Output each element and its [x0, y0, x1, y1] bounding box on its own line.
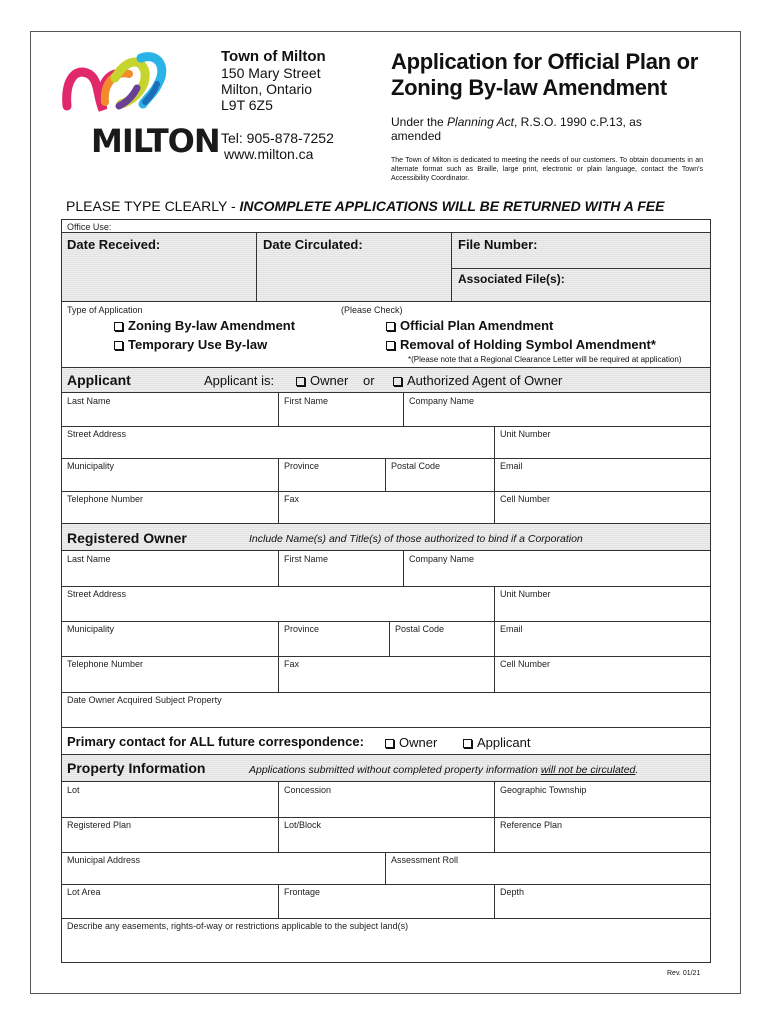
applicant-last-name-field[interactable]: Last Name [67, 396, 111, 406]
zoning-bylaw-label: Zoning By-law Amendment [128, 318, 296, 333]
divider [256, 232, 257, 302]
holding-symbol-checkbox[interactable] [386, 337, 656, 352]
applicant-or-label: or [363, 373, 375, 388]
divider [278, 621, 279, 692]
milton-logo-icon [59, 44, 189, 124]
divider [61, 884, 711, 885]
applicant-cell-field[interactable]: Cell Number [500, 494, 551, 504]
divider [61, 852, 711, 853]
applicant-phone-field[interactable]: Telephone Number [67, 494, 144, 504]
divider [61, 692, 711, 693]
owner-phone-field[interactable]: Telephone Number [67, 659, 144, 669]
owner-province-field[interactable]: Province [284, 624, 320, 634]
applicant-postal-field[interactable]: Postal Code [391, 461, 441, 471]
applicant-unit-field[interactable]: Unit Number [500, 429, 551, 439]
divider [61, 817, 711, 818]
accessibility-note: The Town of Milton is dedicated to meeting the needs of our customers. To obtain documents in an alternate format such as Braille, large print, electronic or plain language, contact the Town's Accessibility Coordinator. [391, 157, 703, 182]
associated-files-label: Associated File(s): [458, 272, 565, 286]
owner-postal-field[interactable]: Postal Code [395, 624, 445, 634]
revision-label: Rev. 01/21 [667, 970, 701, 977]
owner-date-acquired-field[interactable]: Date Owner Acquired Subject Property [67, 695, 222, 705]
lot-field[interactable]: Lot [67, 785, 80, 795]
geographic-township-field[interactable]: Geographic Township [500, 785, 587, 795]
lot-block-field[interactable]: Lot/Block [284, 820, 322, 830]
applicant-agent-label: Authorized Agent of Owner [407, 373, 563, 388]
divider [278, 393, 279, 426]
reference-plan-field[interactable]: Reference Plan [500, 820, 563, 830]
checkbox-icon [114, 322, 123, 331]
divider [385, 458, 386, 491]
contact-applicant-checkbox[interactable] [463, 735, 530, 750]
divider [451, 232, 452, 302]
municipal-address-field[interactable]: Municipal Address [67, 855, 141, 865]
property-note-underline: will not be circulated [540, 764, 636, 776]
property-heading: Property Information [67, 760, 206, 776]
official-plan-label: Official Plan Amendment [400, 318, 554, 333]
assessment-roll-field[interactable]: Assessment Roll [391, 855, 459, 865]
applicant-header [61, 368, 711, 393]
applicant-is-label: Applicant is: [204, 373, 275, 388]
divider [494, 782, 495, 852]
under-post: , R.S.O. 1990 c.P.13, as [513, 115, 642, 129]
owner-first-name-field[interactable]: First Name [284, 554, 329, 564]
applicant-email-field[interactable]: Email [500, 461, 523, 471]
divider [278, 458, 279, 524]
divider [278, 551, 279, 586]
file-number-label: File Number: [458, 237, 538, 252]
regional-clearance-note: *(Please note that a Regional Clearance Letter will be required at application) [408, 355, 682, 364]
date-circulated-label: Date Circulated: [263, 237, 363, 252]
application-type-label: Type of Application [67, 305, 143, 315]
owner-fax-field[interactable]: Fax [284, 659, 300, 669]
owner-company-field[interactable]: Company Name [409, 554, 475, 564]
applicant-province-field[interactable]: Province [284, 461, 320, 471]
org-postal: L9T 6Z5 [221, 97, 273, 113]
org-tel: Tel: 905-878-7252 [221, 130, 334, 146]
divider [278, 884, 279, 918]
owner-unit-field[interactable]: Unit Number [500, 589, 551, 599]
applicant-first-name-field[interactable]: First Name [284, 396, 329, 406]
owner-cell-field[interactable]: Cell Number [500, 659, 551, 669]
owner-municipality-field[interactable]: Municipality [67, 624, 115, 634]
property-note-post: . [635, 764, 639, 776]
org-street: 150 Mary Street [221, 65, 321, 81]
easements-field[interactable]: Describe any easements, rights-of-way or restrictions applicable to the subject land(s) [67, 921, 409, 931]
divider [494, 586, 495, 692]
divider [385, 852, 386, 884]
org-city: Milton, Ontario [221, 81, 313, 97]
under-act: Planning Act [447, 115, 514, 129]
org-name: Town of Milton [221, 48, 326, 65]
org-web: www.milton.ca [224, 146, 314, 162]
contact-applicant-label: Applicant [477, 735, 531, 750]
checkbox-icon [385, 739, 394, 748]
divider [61, 621, 711, 622]
holding-symbol-label: Removal of Holding Symbol Amendment* [400, 337, 656, 352]
applicant-agent-checkbox[interactable] [393, 373, 562, 388]
property-note [249, 764, 638, 776]
office-use-label: Office Use: [67, 222, 112, 232]
divider [61, 918, 711, 919]
please-check-label: (Please Check) [341, 305, 403, 315]
form-title-line2: Zoning By-law Amendment [391, 75, 667, 100]
temporary-use-checkbox[interactable] [114, 337, 267, 352]
divider [494, 426, 495, 524]
property-note-pre: Applications submitted without completed property information [249, 764, 541, 776]
contact-owner-checkbox[interactable] [385, 735, 437, 750]
primary-contact-label: Primary contact for ALL future correspondence: [67, 734, 364, 749]
registered-plan-field[interactable]: Registered Plan [67, 820, 132, 830]
date-received-label: Date Received: [67, 237, 161, 252]
owner-note: Include Name(s) and Title(s) of those authorized to bind if a Corporation [249, 533, 583, 545]
checkbox-icon [386, 322, 395, 331]
org-contact [221, 130, 334, 162]
official-plan-checkbox[interactable] [386, 318, 553, 333]
checkbox-icon [386, 341, 395, 350]
divider [494, 884, 495, 918]
divider [451, 268, 711, 269]
form-page [30, 31, 741, 994]
owner-last-name-field[interactable]: Last Name [67, 554, 111, 564]
concession-field[interactable]: Concession [284, 785, 332, 795]
divider [61, 586, 711, 587]
property-fields [61, 782, 711, 963]
applicant-owner-label: Owner [310, 373, 349, 388]
owner-email-field[interactable]: Email [500, 624, 523, 634]
applicant-heading: Applicant [67, 372, 131, 388]
applicant-municipality-field[interactable]: Municipality [67, 461, 115, 471]
checkbox-icon [393, 377, 402, 386]
warning-banner [66, 198, 664, 214]
applicant-street-field[interactable]: Street Address [67, 429, 127, 439]
applicant-fax-field[interactable]: Fax [284, 494, 300, 504]
divider [403, 551, 404, 586]
divider [389, 621, 390, 656]
applicant-owner-checkbox[interactable] [296, 373, 348, 388]
under-line2: amended [391, 129, 442, 143]
divider [61, 426, 711, 427]
checkbox-icon [296, 377, 305, 386]
logo-wordmark: MILTON [91, 122, 220, 160]
frontage-field[interactable]: Frontage [284, 887, 321, 897]
form-title-line1: Application for Official Plan or [391, 49, 698, 74]
temporary-use-label: Temporary Use By-law [128, 337, 268, 352]
form-title [391, 49, 698, 101]
contact-owner-label: Owner [399, 735, 438, 750]
divider [403, 393, 404, 426]
applicant-company-field[interactable]: Company Name [409, 396, 475, 406]
divider [278, 782, 279, 852]
owner-heading: Registered Owner [67, 530, 187, 546]
zoning-bylaw-checkbox[interactable] [114, 318, 295, 333]
warning-italic: INCOMPLETE APPLICATIONS WILL BE RETURNED WITH A FEE [239, 198, 665, 214]
checkbox-icon [114, 341, 123, 350]
checkbox-icon [463, 739, 472, 748]
divider [61, 458, 711, 459]
divider [61, 656, 711, 657]
divider [61, 491, 711, 492]
owner-street-field[interactable]: Street Address [67, 589, 127, 599]
depth-field[interactable]: Depth [500, 887, 525, 897]
lot-area-field[interactable]: Lot Area [67, 887, 101, 897]
under-pre: Under the [391, 115, 448, 129]
warning-pre: PLEASE TYPE CLEARLY - [66, 198, 240, 214]
org-address [221, 48, 326, 113]
legislation-note [391, 115, 701, 143]
